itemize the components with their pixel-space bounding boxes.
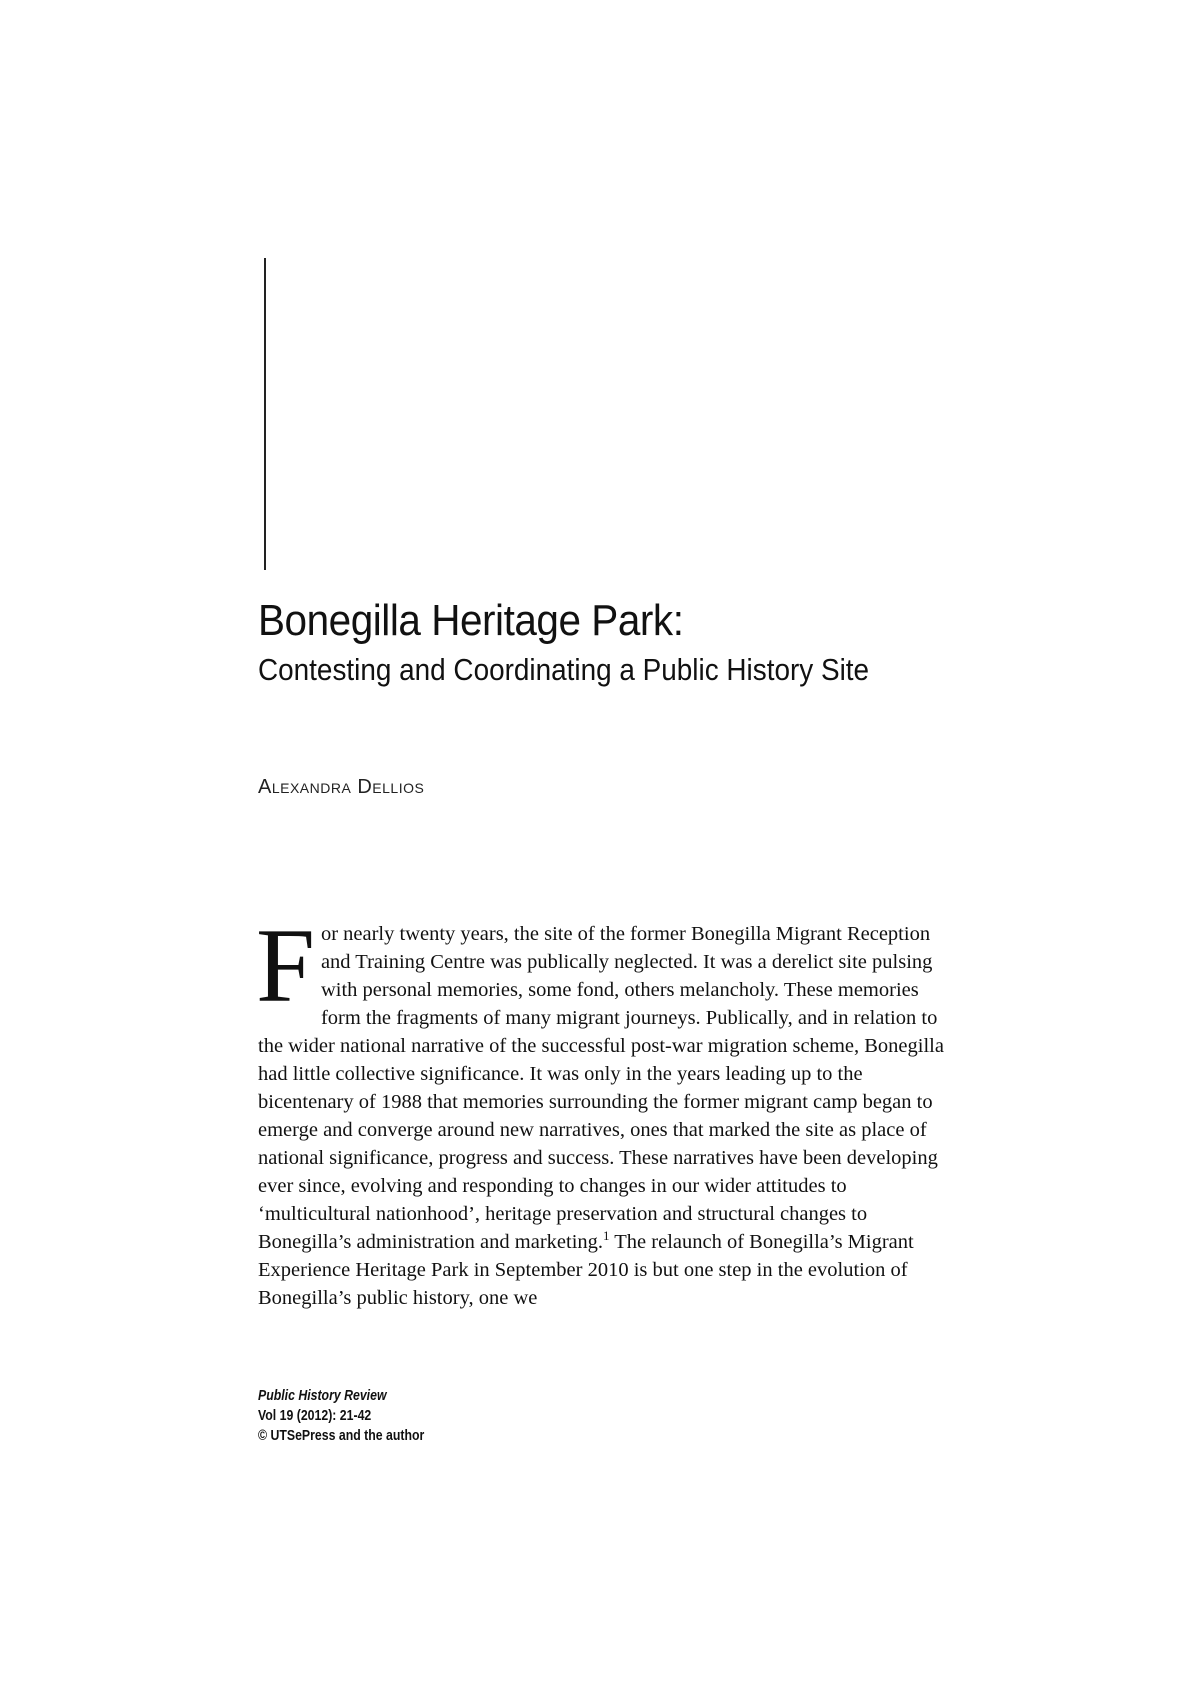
footnote-marker[interactable]: 1 — [603, 1228, 610, 1244]
decorative-vertical-rule — [264, 258, 266, 570]
body-continuation-text: The relaunch of Bonegilla’s Migrant Experience Heritage Park in September 2010 is but one step in the evolution of Bonegilla’s public history, one we — [258, 1231, 914, 1309]
copyright-notice: © UTSePress and the author — [258, 1427, 425, 1444]
article-title: Bonegilla Heritage Park: — [258, 596, 684, 645]
author-name: Alexandra Dellios — [258, 776, 425, 798]
publication-footer — [258, 1386, 424, 1446]
drop-cap: F — [256, 907, 315, 1024]
journal-name: Public History Review — [258, 1387, 387, 1404]
body-paragraph — [256, 907, 948, 1312]
body-opening-text: or nearly twenty years, the site of the former Bonegilla Migrant Reception and Training Centre was publically neglected. It was a derelict site pulsing with personal memories, some fond, others melancholy. These memories form the fragments of many migrant journeys. Publically, and in relation to the wider national narrative of the successful post-war migration scheme, Bonegilla had little collective significance. It was only in the years leading up to the bicentenary of 1988 that memories surrounding the former migrant camp began to emerge and converge around new narratives, ones that marked the site as place of national significance, progress and success. These narratives have been developing ever since, evolving and responding to changes in our wider attitudes to ‘multicultural nationhood’, heritage preservation and structural changes to Bonegilla’s administration and marketing. — [258, 923, 944, 1253]
article-subtitle: Contesting and Coordinating a Public History Site — [258, 651, 870, 687]
title-block — [258, 596, 978, 688]
volume-info: Vol 19 (2012): 21-42 — [258, 1407, 372, 1424]
